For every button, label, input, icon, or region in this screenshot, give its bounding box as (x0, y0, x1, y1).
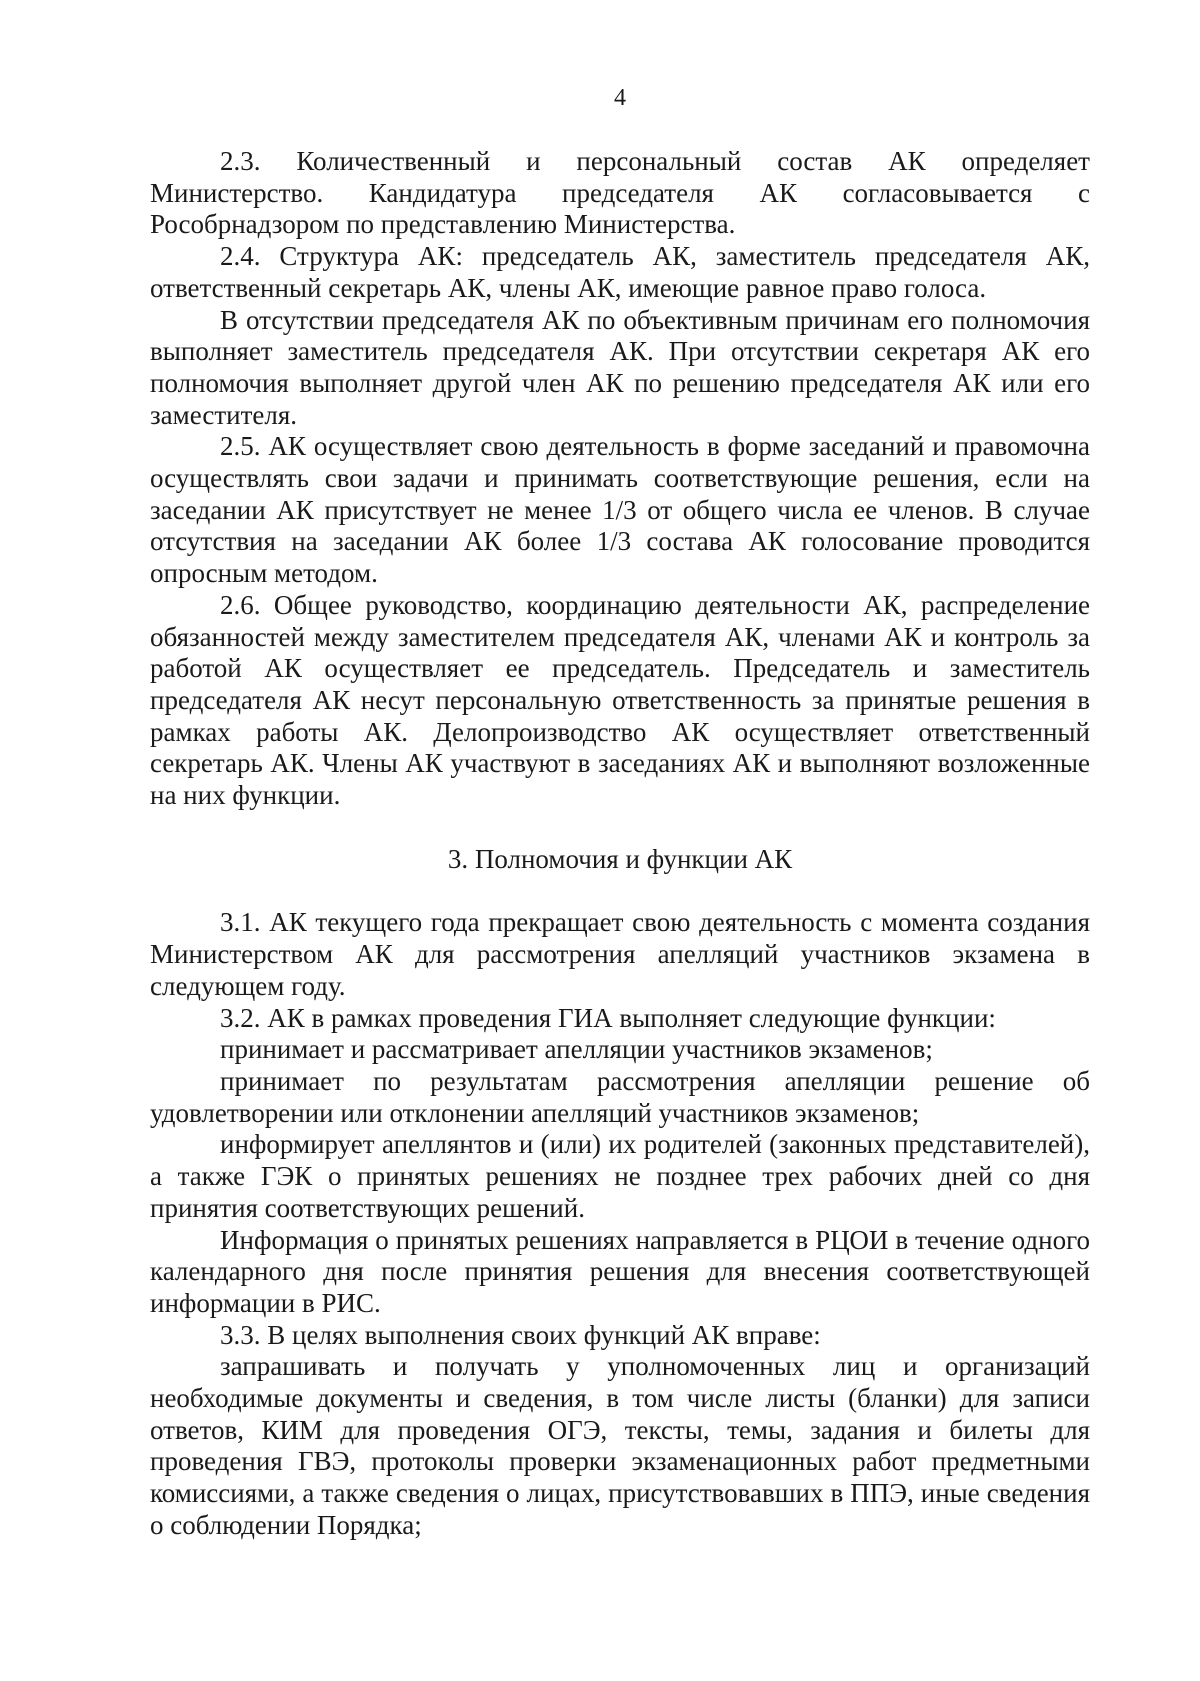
paragraph-3-3: 3.3. В целях выполнения своих функций АК вправе: (220, 1319, 821, 1350)
page-number: 4 (614, 85, 626, 111)
paragraph-function-accept: принимает и рассматривает апелляции участников экзаменов; (220, 1034, 933, 1065)
paragraph-chairman-absence: В отсутствии председателя АК по объективным причинам его полномочия выполняет заместитель председателя АК. При отсутствии секретаря АК его полномочия выполняет другой член АК по решению председателя АК или его заместителя. (150, 304, 1090, 430)
paragraph-function-decide: принимает по результатам рассмотрения апелляции решение об удовлетворении или отклонении апелляций участников экзаменов; (150, 1065, 1090, 1128)
section-heading-3: 3. Полномочия и функции АК (447, 843, 793, 874)
paragraph-3-2: 3.2. АК в рамках проведения ГИА выполняет следующие функции: (220, 1002, 996, 1033)
paragraph-2-4: 2.4. Структура АК: председатель АК, заместитель председателя АК, ответственный секретарь АК, члены АК, имеющие равное право голоса. (150, 241, 1090, 303)
paragraph-2-3: 2.3. Количественный и персональный состав АК определяет Министерство. Кандидатура председателя АК согласовывается с Рособрнадзором по представлению Министерства. (150, 146, 1090, 240)
paragraph-2-5: 2.5. АК осуществляет свою деятельность в форме заседаний и правомочна осуществлять свои задачи и принимать соответствующие решения, если на заседании АК присутствует не менее 1/3 от общего числа ее членов. В случае отсутствия на заседании АК более 1/3 состава АК голосование проводится опросным методом. (150, 431, 1090, 589)
paragraph-right-request: запрашивать и получать у уполномоченных лиц и организаций необходимые документы и сведения, в том числе листы (бланки) для записи ответов, КИМ для проведения ОГЭ, тексты, темы, задания и билеты для проведения ГВЭ, протоколы проверки экзаменационных работ предметными комиссиями, а также сведения о лицах, присутствовавших в ППЭ, иные сведения о соблюдении Порядка; (150, 1351, 1090, 1540)
paragraph-function-inform: информирует апеллянтов и (или) их родителей (законных представителей), а также ГЭК о принятых решениях не позднее трех рабочих дней со дня принятия соответствующих решений. (150, 1129, 1090, 1223)
paragraph-info-rcoi: Информация о принятых решениях направляется в РЦОИ в течение одного календарного дня после принятия решения для внесения соответствующей информации в РИС. (150, 1224, 1090, 1318)
paragraph-2-6: 2.6. Общее руководство, координацию деятельности АК, распределение обязанностей между заместителем председателя АК, членами АК и контроль за работой АК осуществляет ее председатель. Председатель и заместитель председателя АК несут персональную ответственность за принятые решения в рамках работы АК. Делопроизводство АК осуществляет ответственный секретарь АК. Члены АК участвуют в заседаниях АК и выполняют возложенные на них функции. (150, 589, 1090, 811)
document-page (150, 82, 1090, 1542)
paragraph-3-1: 3.1. АК текущего года прекращает свою деятельность с момента создания Министерством АК для рассмотрения апелляций участников экзамена в следующем году. (150, 907, 1090, 1001)
